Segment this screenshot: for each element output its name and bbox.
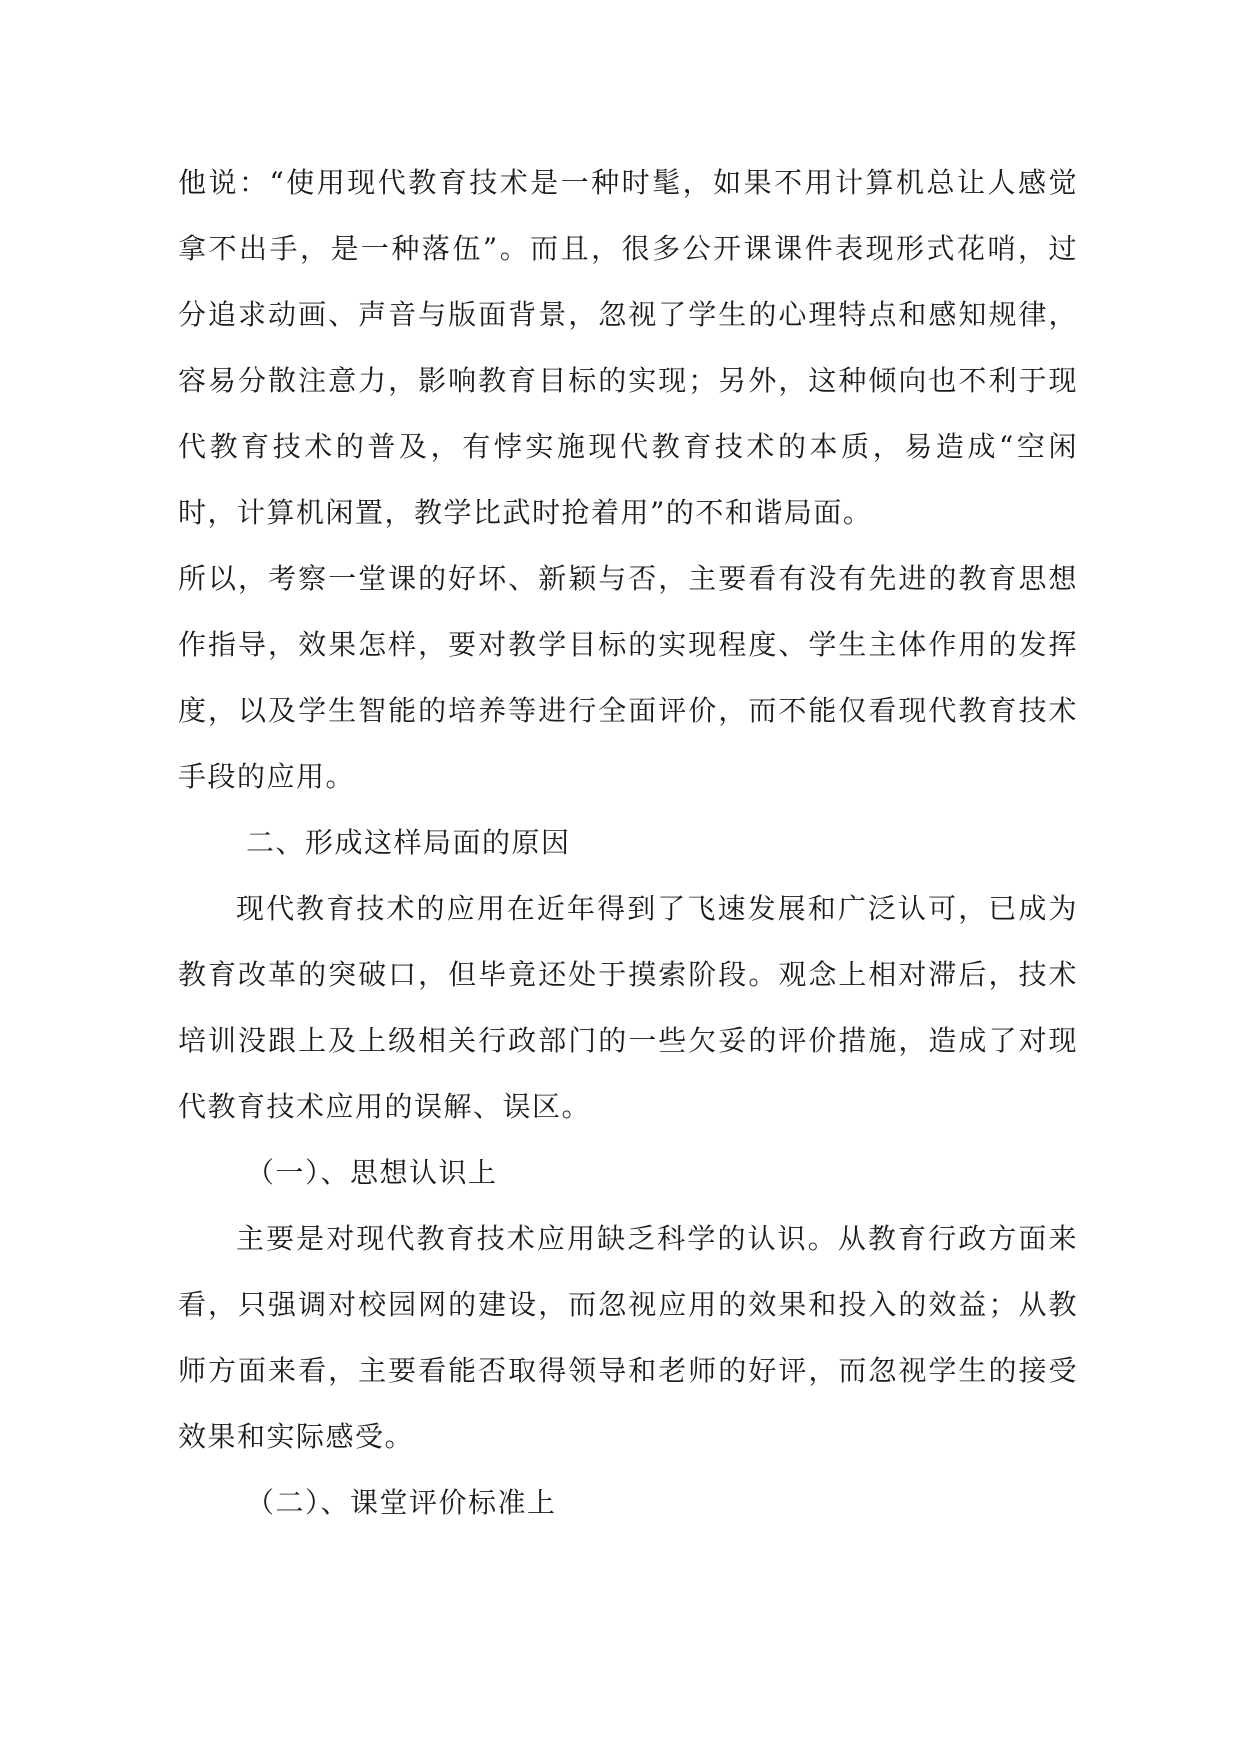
paragraph-causes-intro: 现代教育技术的应用在近年得到了飞速发展和广泛认可，已成为教育改革的突破口，但毕竟还处于摸索阶段。观念上相对滞后，技术培训没跟上及上级相关行政部门的一些欠妥的评价措施，造成了对现代教育技术应用的误解、误区。	[178, 892, 1078, 1123]
paragraph-continuation: 他说：“使用现代教育技术是一种时髦，如果不用计算机总让人感觉拿不出手，是一种落伍”。而且，很多公开课课件表现形式花哨，过分追求动画、声音与版面背景，忽视了学生的心理特点和感知规律，容易分散注意力，影响教育目标的实现；另外，这种倾向也不利于现代教育技术的普及，有悖实施现代教育技术的本质，易造成“空闲时，计算机闲置，教学比武时抢着用”的不和谐局面。	[178, 166, 1078, 529]
subheading-ideology: （一）、思想认识上	[246, 1156, 498, 1189]
paragraph-conclusion: 所以，考察一堂课的好坏、新颖与否，主要看有没有先进的教育思想作指导，效果怎样，要对教学目标的实现程度、学生主体作用的发挥度，以及学生智能的培养等进行全面评价，而不能仅看现代教育技术手段的应用。	[178, 562, 1078, 793]
subheading-evaluation-standards: （二）、课堂评价标准上	[246, 1486, 557, 1519]
section-heading-causes: 二、形成这样局面的原因	[246, 826, 571, 859]
document-body	[178, 150, 1078, 1536]
paragraph-ideology: 主要是对现代教育技术应用缺乏科学的认识。从教育行政方面来看，只强调对校园网的建设，而忽视应用的效果和投入的效益；从教师方面来看，主要看能否取得领导和老师的好评，而忽视学生的接受效果和实际感受。	[178, 1222, 1078, 1453]
